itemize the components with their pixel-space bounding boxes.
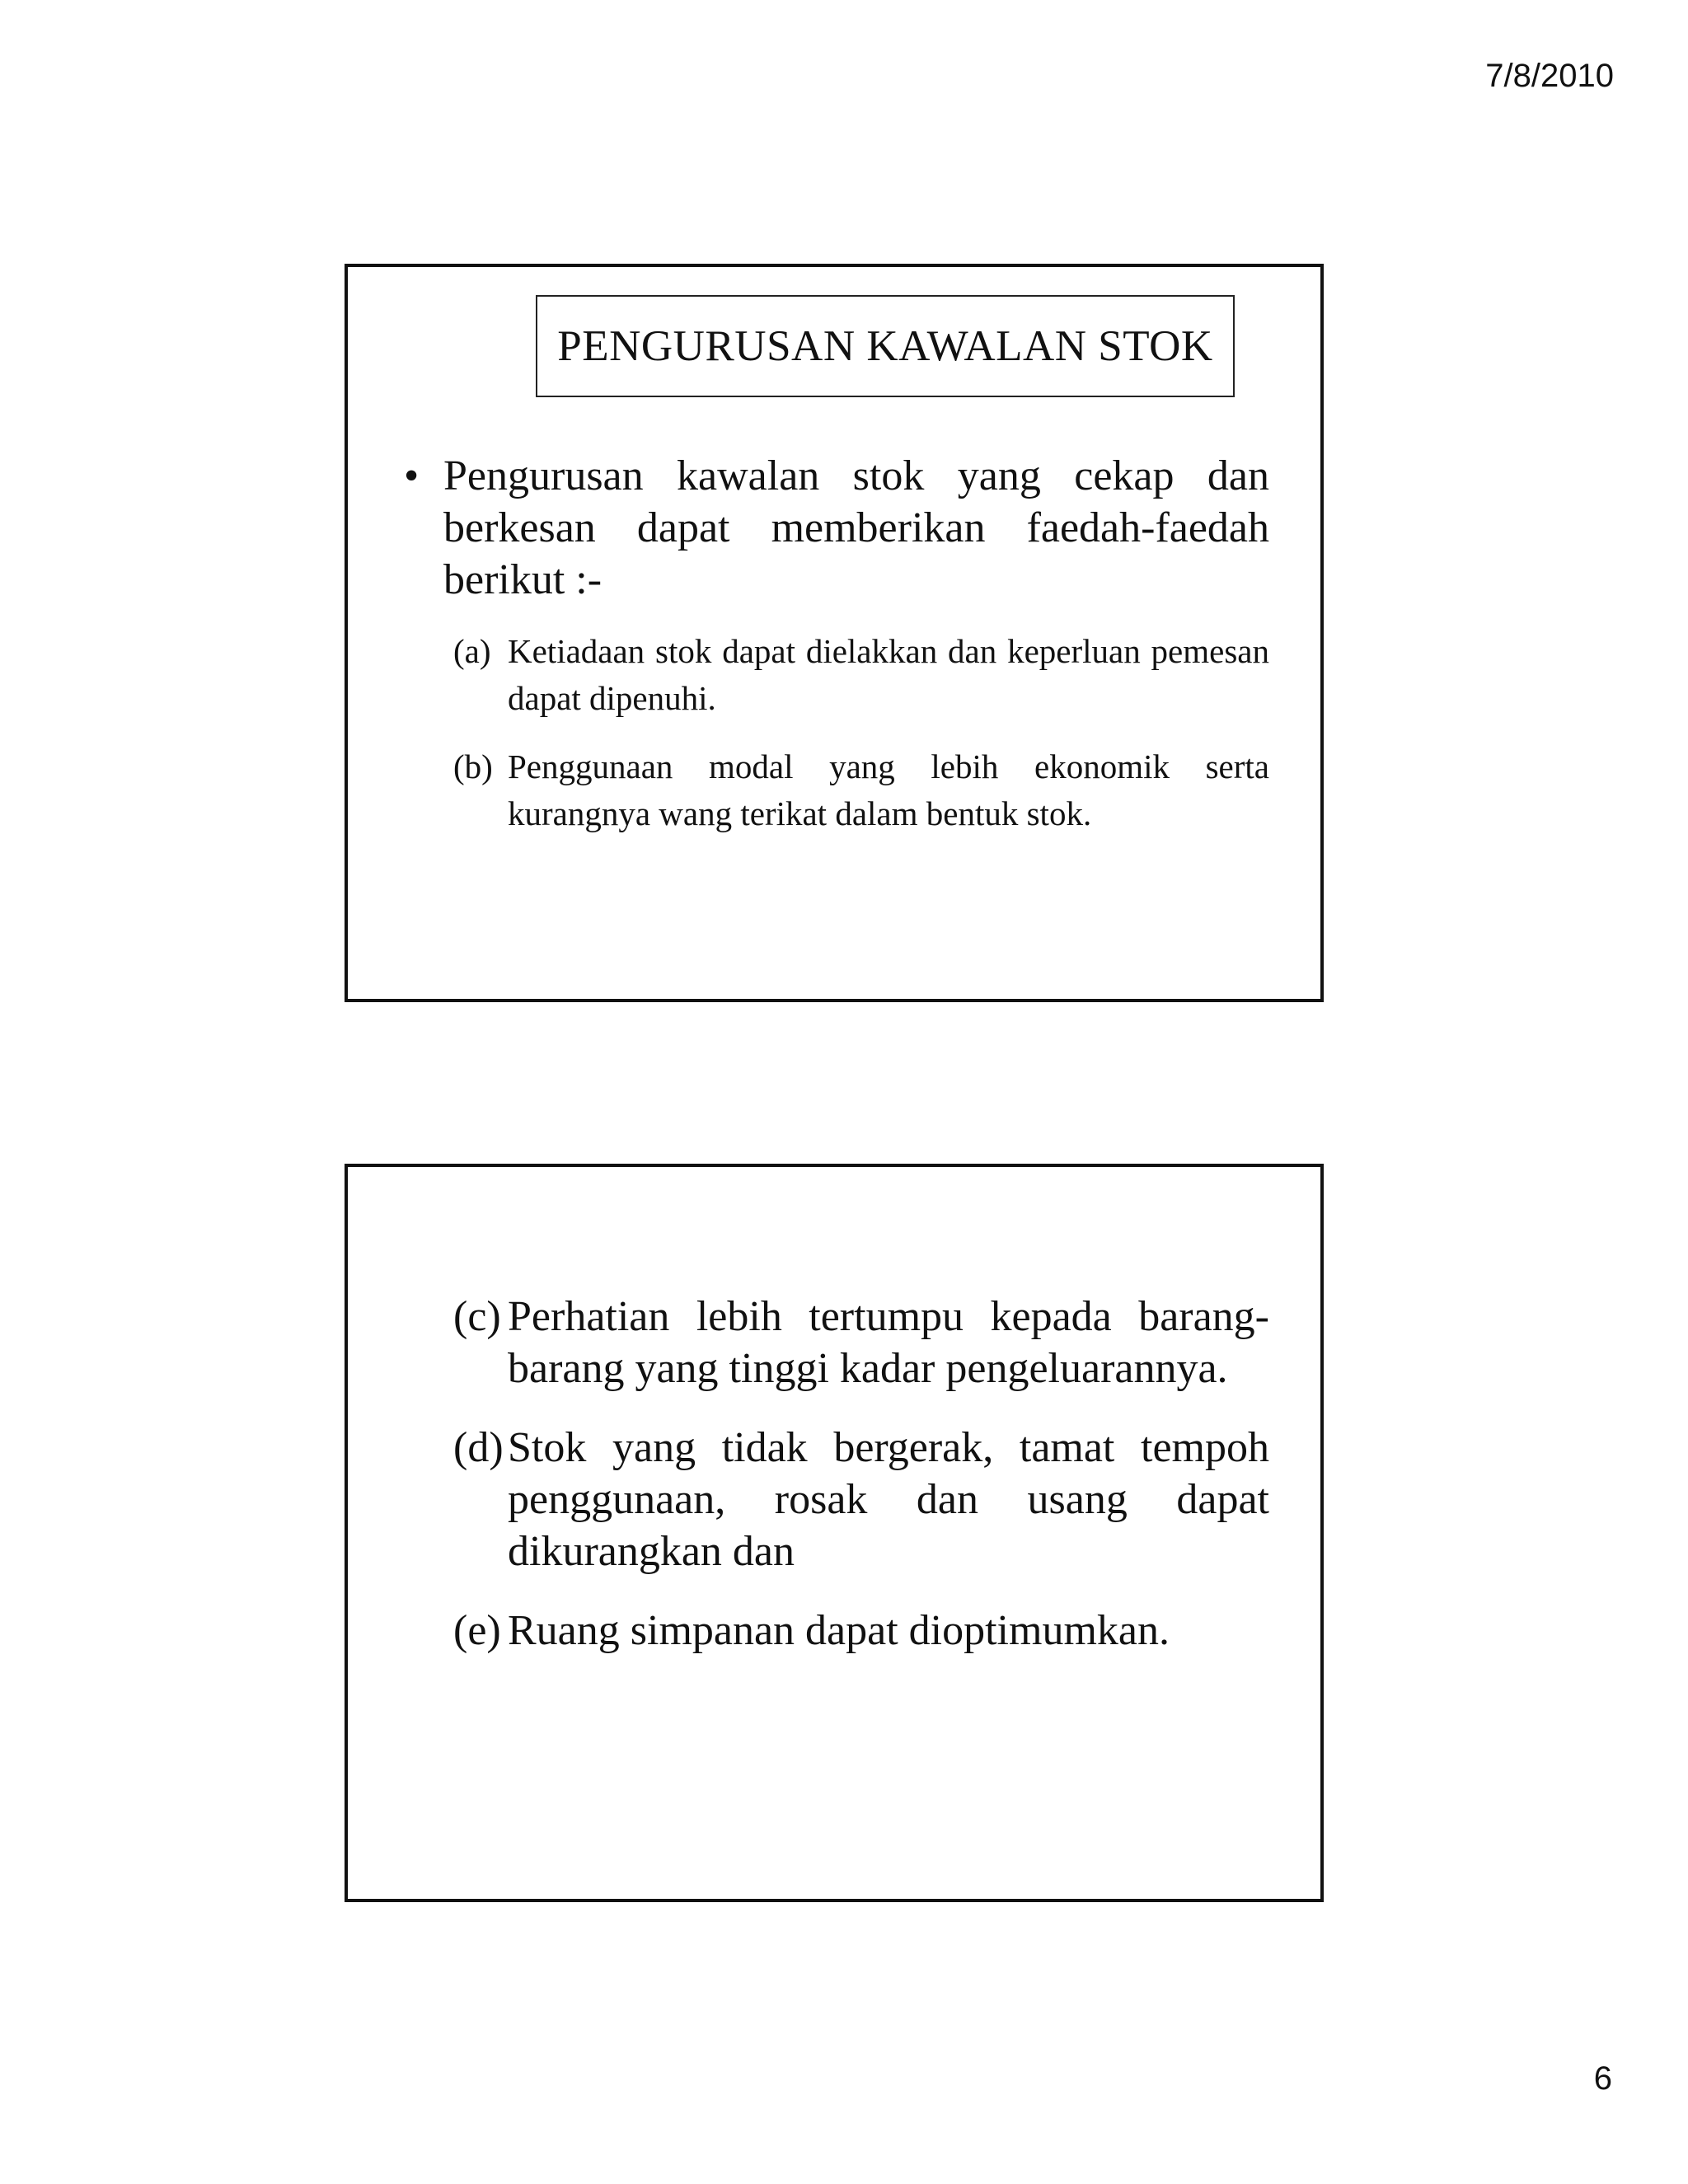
benefit-list-2 — [453, 1291, 1269, 1684]
benefit-item-b — [453, 743, 1269, 837]
item-text: Penggunaan modal yang lebih ekonomik serta kurangnya wang terikat dalam bentuk stok. — [508, 748, 1269, 832]
benefit-item-c — [453, 1291, 1269, 1394]
item-text: Perhatian lebih tertumpu kepada barang-barang yang tinggi kadar pengeluarannya. — [508, 1293, 1269, 1392]
benefit-item-e — [453, 1605, 1269, 1657]
bullet-icon: • — [404, 452, 420, 499]
benefit-item-a — [453, 628, 1269, 722]
item-marker: (d) — [453, 1424, 504, 1471]
slide-title: PENGURUSAN KAWALAN STOK — [557, 322, 1213, 370]
item-marker: (e) — [453, 1607, 501, 1654]
item-text: Ketiadaan stok dapat dielakkan dan keperluan pemesan dapat dipenuhi. — [508, 632, 1269, 717]
slide-2 — [345, 1164, 1324, 1902]
page-date: 7/8/2010 — [1485, 58, 1614, 94]
benefit-item-d — [453, 1422, 1269, 1577]
page-number: 6 — [1593, 2060, 1612, 2097]
item-text: Ruang simpanan dapat dioptimumkan. — [508, 1607, 1170, 1654]
item-marker: (c) — [453, 1293, 501, 1340]
item-text: Stok yang tidak bergerak, tamat tempoh penggunaan, rosak dan usang dapat dikurangkan dan — [508, 1424, 1269, 1575]
slide-title-box — [536, 295, 1235, 397]
item-marker: (b) — [453, 748, 493, 785]
slide-1 — [345, 264, 1324, 1002]
item-marker: (a) — [453, 632, 491, 670]
benefit-list-1 — [453, 628, 1269, 859]
bullet-text: Pengurusan kawalan stok yang cekap dan berkesan dapat memberikan faedah-faedah berikut :- — [443, 452, 1269, 603]
bullet-point — [404, 450, 1269, 606]
